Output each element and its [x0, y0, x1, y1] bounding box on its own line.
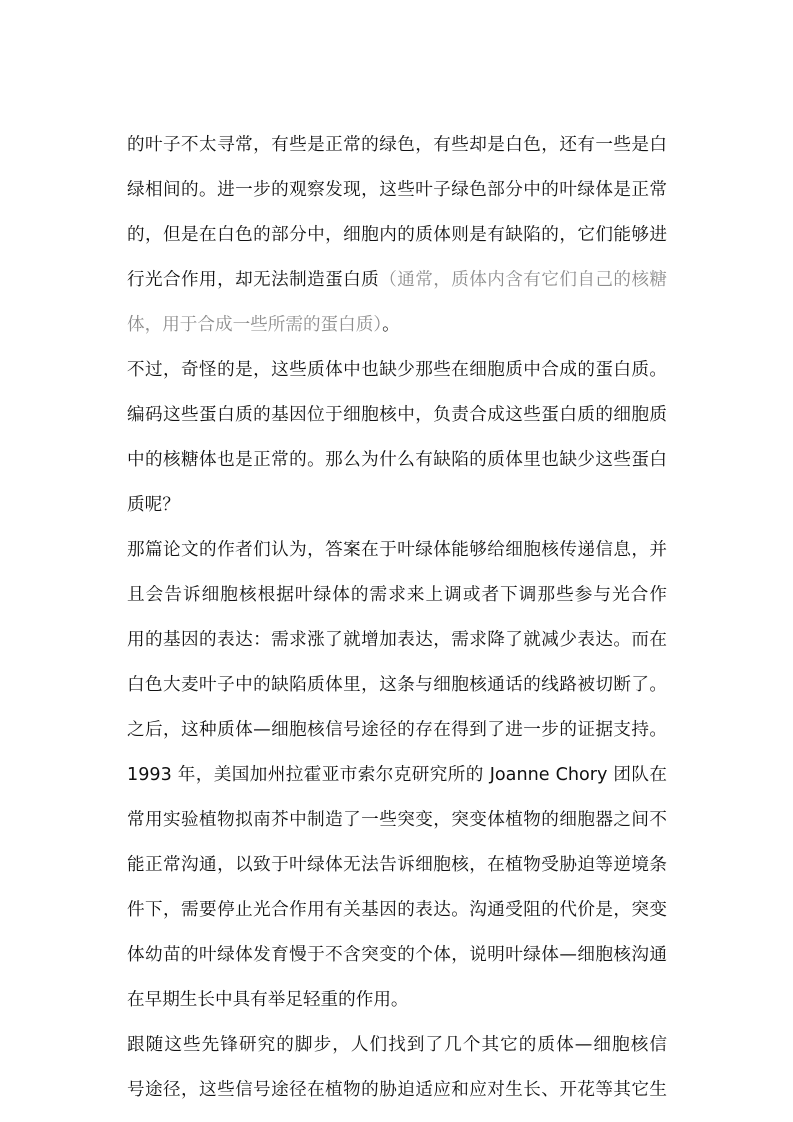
paragraph-2-line-2 — [127, 403, 667, 427]
line-text: 跟随这些先锋研究的脚步，人们找到了几个其它的质体—细胞核信 — [127, 1035, 667, 1055]
line-text: 中的核糖体也是正常的。那么为什么有缺陷的质体里也缺少这些蛋白 — [127, 450, 667, 470]
line-text: 用的基因的表达：需求涨了就增加表达，需求降了就减少表达。而在 — [127, 630, 667, 650]
line-text: 号途径，这些信号途径在植物的胁迫适应和应对生长、开花等其它生 — [127, 1080, 667, 1100]
paragraph-1-line-4 — [127, 268, 667, 292]
line-text: 不过，奇怪的是，这些质体中也缺少那些在细胞质中合成的蛋白质。 — [127, 360, 667, 380]
line-text: 之后，这种质体—细胞核信号途径的存在得到了进一步的证据支持。 — [127, 720, 667, 740]
paragraph-3-line-4 — [127, 673, 667, 697]
line-text-annotation: 体，用于合成一些所需的蛋白质） — [127, 315, 383, 335]
line-text: 在早期生长中具有举足轻重的作用。 — [127, 990, 409, 1010]
line-text: 能正常沟通，以致于叶绿体无法告诉细胞核，在植物受胁迫等逆境条 — [127, 855, 667, 875]
paragraph-3-line-2 — [127, 583, 667, 607]
line-text: 常用实验植物拟南芥中制造了一些突变，突变体植物的细胞器之间不 — [127, 810, 667, 830]
line-text: 编码这些蛋白质的基因位于细胞核中，负责合成这些蛋白质的细胞质 — [127, 405, 667, 425]
paragraph-3-line-3 — [127, 628, 667, 652]
paragraph-1-line-1 — [127, 133, 667, 157]
paragraph-2-line-3 — [127, 448, 667, 472]
paragraph-4-line-4 — [127, 853, 667, 877]
line-text: 质呢？ — [127, 495, 180, 515]
line-text-tail: 。 — [382, 315, 400, 335]
paragraph-3-line-1 — [127, 538, 667, 562]
line-text: 1993 年，美国加州拉霍亚市索尔克研究所的 Joanne Chory 团队在 — [127, 765, 667, 785]
line-text: 的，但是在白色的部分中，细胞内的质体则是有缺陷的，它们能够进 — [127, 225, 667, 245]
paragraph-1-line-5 — [127, 313, 667, 337]
line-text: 行光合作用，却无法制造蛋白质 — [127, 270, 380, 290]
line-text: 且会告诉细胞核根据叶绿体的需求来上调或者下调那些参与光合作 — [127, 585, 667, 605]
line-text: 绿相间的。进一步的观察发现，这些叶子绿色部分中的叶绿体是正常 — [127, 180, 667, 200]
line-text: 件下，需要停止光合作用有关基因的表达。沟通受阻的代价是，突变 — [127, 900, 667, 920]
paragraph-5-line-1 — [127, 1033, 667, 1057]
paragraph-1-line-2 — [127, 178, 667, 202]
line-text: 那篇论文的作者们认为，答案在于叶绿体能够给细胞核传递信息，并 — [127, 540, 667, 560]
paragraph-4-line-1 — [127, 718, 667, 742]
line-text: 体幼苗的叶绿体发育慢于不含突变的个体，说明叶绿体—细胞核沟通 — [127, 945, 667, 965]
paragraph-4-line-6 — [127, 943, 667, 967]
paragraph-4-line-5 — [127, 898, 667, 922]
paragraph-4-line-7 — [127, 988, 667, 1012]
paragraph-2-line-1 — [127, 358, 667, 382]
paragraph-4-line-3 — [127, 808, 667, 832]
paragraph-2-line-4 — [127, 493, 667, 517]
line-text: 白色大麦叶子中的缺陷质体里，这条与细胞核通话的线路被切断了。 — [127, 675, 667, 695]
line-text-annotation: （通常，质体内含有它们自己的核糖 — [379, 270, 667, 290]
line-text: 的叶子不太寻常，有些是正常的绿色，有些却是白色，还有一些是白 — [127, 135, 667, 155]
paragraph-1-line-3 — [127, 223, 667, 247]
paragraph-4-line-2 — [127, 763, 667, 787]
paragraph-5-line-2 — [127, 1078, 667, 1102]
